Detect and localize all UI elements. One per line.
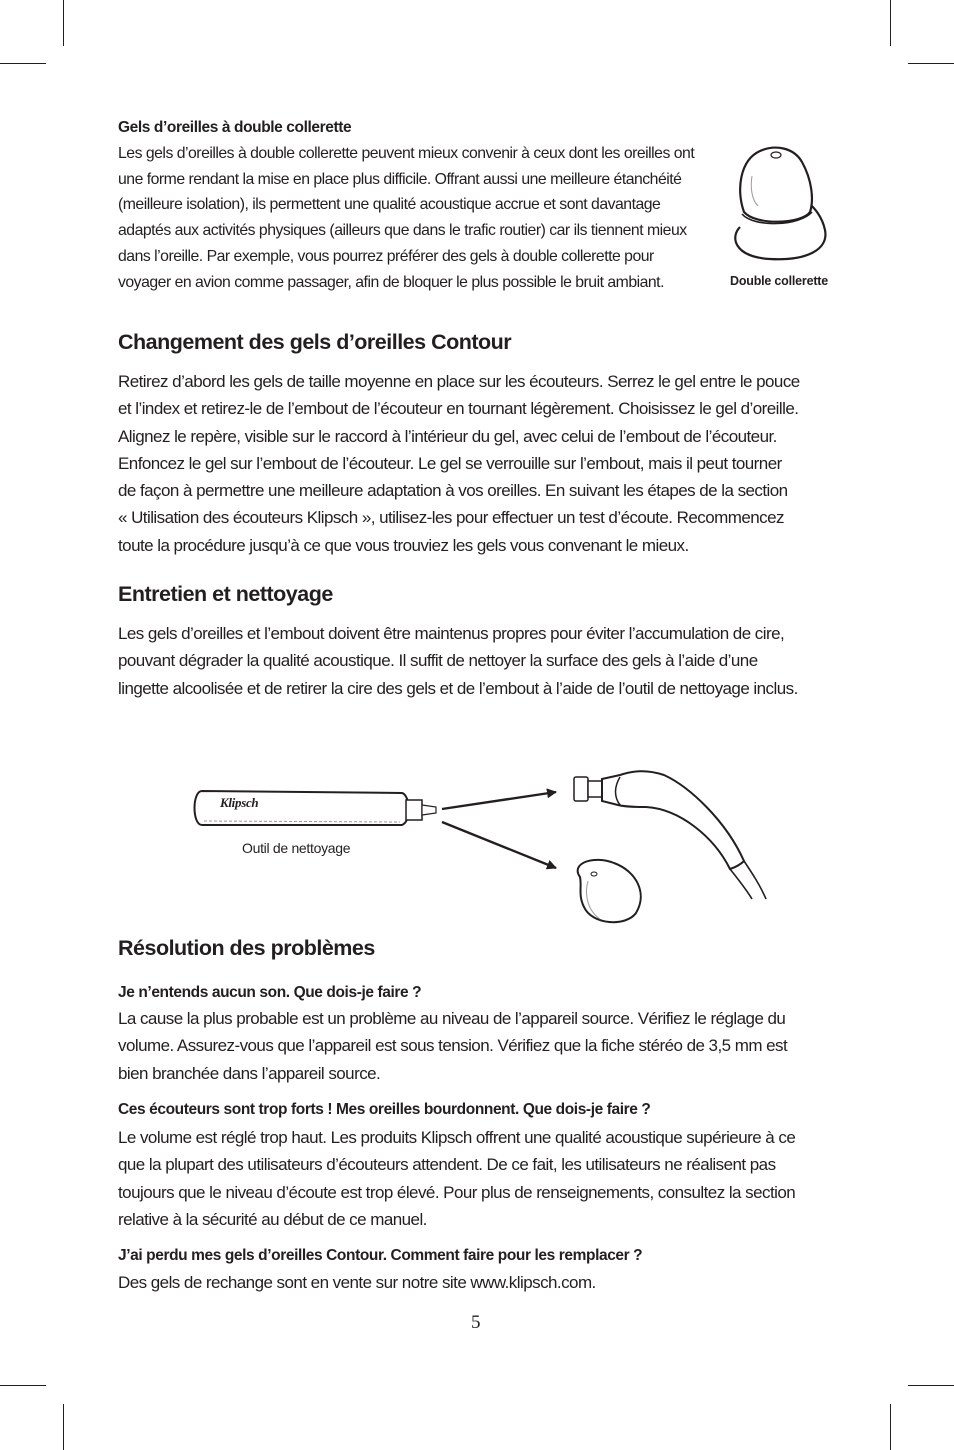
crop-mark (0, 1385, 46, 1386)
answer-2: Le volume est réglé trop haut. Les produits Klipsch offrent une qualité acoustique supérieure à ce que la plupart des utilisateurs d’écouteurs attendent. De ce fait, les utilisateurs ne réalisent pas toujours que le niveau d’écoute est trop élevé. Pour plus de renseignements, consultez la section relative à la sécurité au début de ce manuel. (118, 1128, 796, 1229)
double-flange-eartip-illustration (730, 142, 830, 264)
crop-mark (63, 1404, 64, 1450)
changing-paragraph: Retirez d’abord les gels de taille moyenne en place sur les écouteurs. Serrez le gel entre le pouce et l’index et retirez-le de l’embout de l’écouteur en tournant légèrement. Choisissez le gel d’oreille. Alignez le repère, visible sur le raccord à l’intérieur du gel, avec celui de l’embout de l’écouteur. Enfoncez le gel sur l’embout de l’écouteur. Le gel se verrouille sur l’embout, mais il peut tourner de façon à permettre une meilleure adaptation à vos oreilles. En suivant les étapes de la section « Utilisation des écouteurs Klipsch », utilisez-les pour effectuer un test d’écoute. Recommencez toute la procédure jusqu’à ce que vous trouviez les gels vous convenant le mieux. (118, 372, 800, 555)
crop-mark (0, 63, 46, 64)
crop-mark (890, 0, 891, 46)
question-2: Ces écouteurs sont trop forts ! Mes oreilles bourdonnent. Que dois-je faire ? (118, 1101, 651, 1118)
klipsch-logo: Klipsch (220, 795, 259, 810)
crop-mark (908, 63, 954, 64)
question-1: Je n’entends aucun son. Que dois-je faire ? (118, 984, 422, 1001)
care-paragraph: Les gels d’oreilles et l’embout doivent être maintenus propres pour éviter l’accumulation de cire, pouvant dégrader la qualité acoustique. Il suffit de nettoyer la surface des gels à l’aide d’une lingette alcoolisée et de retirer la cire des gels et de l’embout à l’aide de l’outil de nettoyage inclus. (118, 624, 798, 698)
changing-heading: Changement des gels d’oreilles Contour (118, 330, 512, 354)
double-flange-paragraph: Les gels d’oreilles à double collerette peuvent mieux convenir à ceux dont les oreilles ont une forme rendant la mise en place plus difficile. Offrant aussi une meilleure étanchéité (meilleure isolation), ils permettent une qualité acoustique accrue et sont davantage adaptés aux activités physiques (ailleurs que dans le trafic routier) car ils tiennent mieux dans l’oreille. Par exemple, vous pourrez préférer des gels à double collerette pour voyager en avion comme passager, afin de bloquer le plus possible le bruit ambiant. (118, 145, 695, 291)
page-number: 5 (471, 1312, 481, 1333)
double-flange-caption: Double collerette (730, 274, 829, 288)
crop-mark (908, 1385, 954, 1386)
answer-1: La cause la plus probable est un problème au niveau de l’appareil source. Vérifiez le réglage du volume. Assurez-vous que l’appareil est sous tension. Vérifiez que la fiche stéréo de 3,5 mm est bien branchée dans l’appareil source. (118, 1009, 788, 1083)
crop-mark (890, 1404, 891, 1450)
cleaning-tool-caption: Outil de nettoyage (242, 840, 351, 856)
answer-3: Des gels de rechange sont en vente sur notre site www.klipsch.com. (118, 1273, 596, 1292)
double-flange-heading: Gels d’oreilles à double collerette (118, 119, 352, 136)
care-heading: Entretien et nettoyage (118, 582, 333, 606)
question-3: J’ai perdu mes gels d’oreilles Contour. Comment faire pour les remplacer ? (118, 1247, 643, 1264)
crop-mark (63, 0, 64, 46)
troubleshooting-heading: Résolution des problèmes (118, 936, 375, 960)
